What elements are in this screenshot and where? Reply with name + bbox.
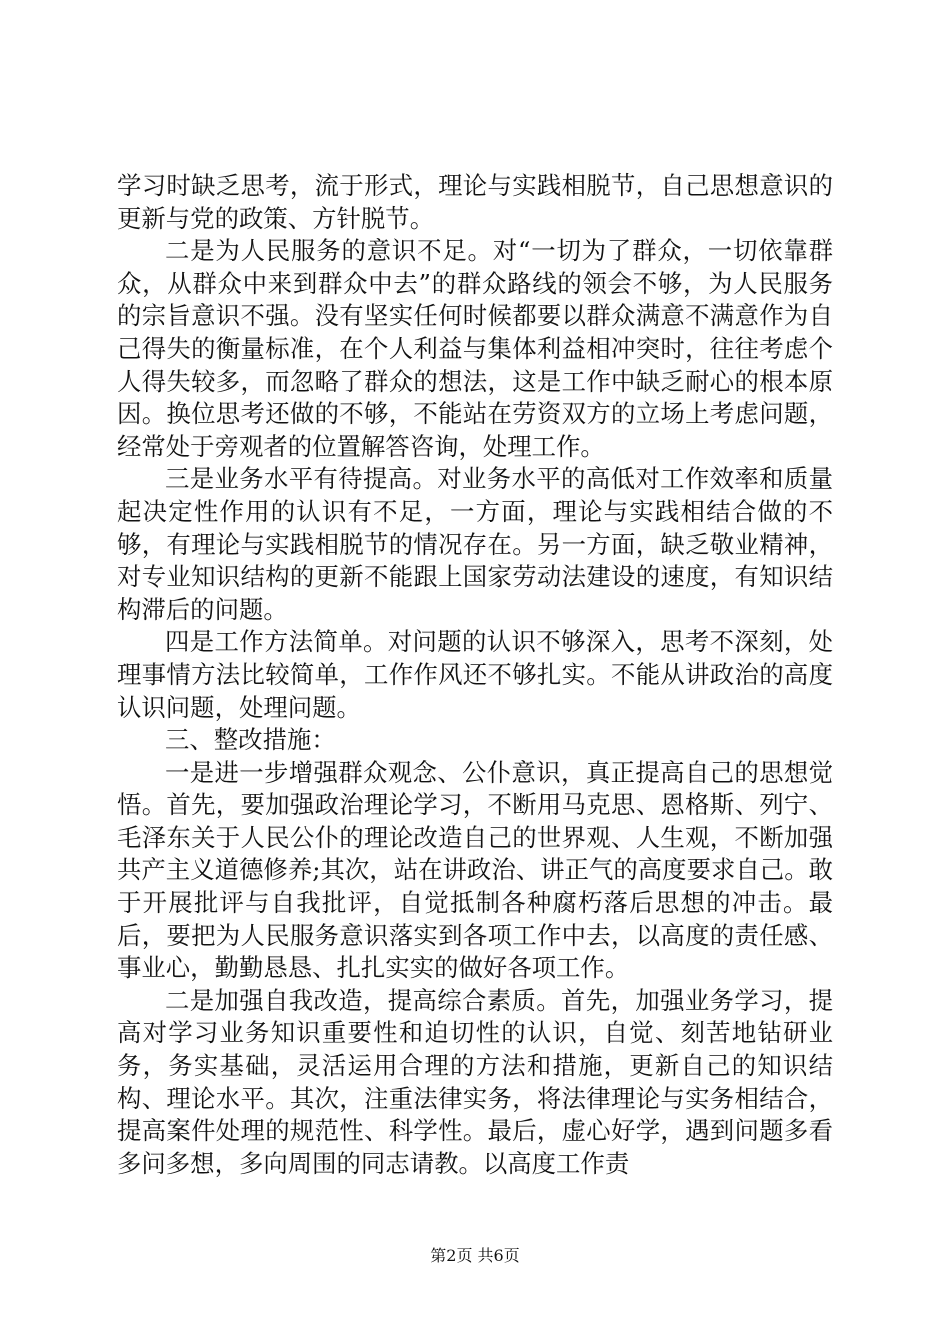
paragraph: 二是加强自我改造，提高综合素质。首先，加强业务学习，提高对学习业务知识重要性和迫切性的认识，自觉、刻苦地钻研业务，务实基础，灵活运用合理的方法和措施，更新自己的知识结构、理论水平。其次，注重法律实务，将法律理论与实务相结合，提高案件处理的规范性、科学性。最后，虚心好学，遇到问题多看多问多想，多向周围的同志请教。以高度工作责 [117, 985, 833, 1178]
section-heading: 三、整改措施： [165, 725, 336, 755]
document-body [117, 170, 833, 1180]
page-footer [0, 1246, 950, 1266]
paragraph: 二是为人民服务的意识不足。对“一切为了群众，一切依靠群众，从群众中来到群众中去”的群众路线的领会不够，为人民服务的宗旨意识不强。没有坚实任何时候都要以群众满意不满意作为自己得失的衡量标准，在个人利益与集体利益相冲突时，往往考虑个人得失较多，而忽略了群众的想法，这是工作中缺乏耐心的根本原因。换位思考还做的不够，不能站在劳资双方的立场上考虑问题，经常处于旁观者的位置解答咨询，处理工作。 [117, 236, 833, 461]
paragraph: 四是工作方法简单。对问题的认识不够深入，思考不深刻，处理事情方法比较简单，工作作风还不够扎实。不能从讲政治的高度认识问题，处理问题。 [117, 627, 833, 722]
paragraph: 学习时缺乏思考，流于形式，理论与实践相脱节，自己思想意识的更新与党的政策、方针脱节。 [117, 171, 833, 233]
paragraph: 三是业务水平有待提高。对业务水平的高低对工作效率和质量起决定性作用的认识有不足，一方面，理论与实践相结合做的不够，有理论与实践相脱节的情况存在。另一方面，缺乏敬业精神，对专业知识结构的更新不能跟上国家劳动法建设的速度，有知识结构滞后的问题。 [117, 464, 833, 624]
page-number: 第2页 [430, 1246, 473, 1265]
paragraph: 一是进一步增强群众观念、公仆意识，真正提高自己的思想觉悟。首先，要加强政治理论学习，不断用马克思、恩格斯、列宁、毛泽东关于人民公仆的理论改造自己的世界观、人生观，不断加强共产主义道德修养;其次，站在讲政治、讲正气的高度要求自己。敢于开展批评与自我批评，自觉抵制各种腐朽落后思想的冲击。最后，要把为人民服务意识落实到各项工作中去，以高度的责任感、事业心，勤勤恳恳、扎扎实实的做好各项工作。 [117, 757, 833, 983]
page-total: 共6页 [477, 1246, 520, 1265]
